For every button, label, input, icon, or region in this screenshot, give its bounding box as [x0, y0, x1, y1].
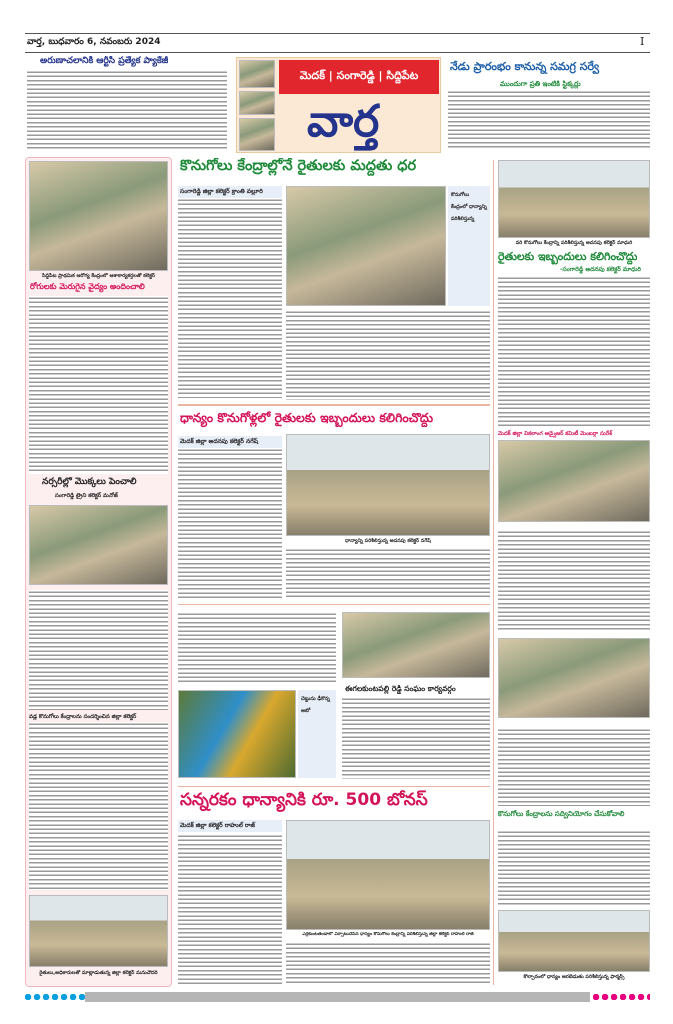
color-dots-left — [25, 994, 85, 1000]
masthead-photo-3 — [239, 118, 275, 151]
grain-photo — [286, 434, 490, 536]
survey-subhead: ముందుగా ప్రతి ఇంటికి స్టిక్కర్లు — [500, 80, 581, 88]
left-bottom-caption: రైతులు,అధికారులతో మాట్లాడుతున్న జిల్లా కలెక్టర్ మనుచౌదరి — [39, 970, 158, 976]
reception-body-text — [498, 728, 650, 806]
patients-caption: సిద్దిపేట ప్రాథమిక ఆరోగ్య కేంద్రంలో ఆశాకార్యకర్తలతో కలెక్టర్ — [41, 273, 156, 279]
msp-subhead: సంగారెడ్డి జిల్లా కలెక్టర్ క్రాంతి వల్లూరి — [178, 186, 282, 198]
purchase-caption: కొల్చారంలో ధాన్యం ఆరబెడుతు పరిశీలిస్తున్న ఫార్మర్స్ — [523, 974, 625, 980]
grain-body-text — [178, 448, 282, 598]
page-number: I — [640, 35, 645, 48]
color-dots-right — [593, 994, 650, 1000]
patients-headline: రోగులకు మెరుగైన వైద్యం అందించాలి — [30, 282, 145, 291]
msp-body-text-2 — [286, 310, 490, 400]
farmers-body-text — [498, 276, 650, 426]
farmers-caption: వరి కొనుగోలు కేంద్రాన్ని పరిశీలిస్తున్న అదనపు కలెక్టర్ మాధురి — [515, 240, 633, 246]
msp-body-text — [178, 198, 282, 398]
survey-body-text — [448, 90, 650, 150]
grain-subhead: మెదక్ జిల్లా అదనపు కలెక్టర్ నగేష్ — [178, 436, 282, 448]
nursery-photo — [29, 505, 168, 585]
accident-body-text — [178, 612, 336, 684]
bonus-body-text — [178, 834, 282, 984]
bonus-caption: ఎర్రకుంటతండాలో ఏర్పాటుచేసిన ధాన్యం కొనుగోలు కేంద్రాన్ని పరిశీలిస్తున్న జిల్లా కలెక్టర్ రాహుల్ రాజ్ — [302, 932, 474, 937]
survey-headline: నేడు ప్రారంభం కానున్న సమగ్ర సర్వే — [450, 60, 600, 73]
grain-body-text-2 — [286, 548, 490, 598]
dateline: వార్త, బుధవారం 6, నవంబరు 2024 — [27, 37, 161, 47]
accident-side-caption: చెట్టును ఢీకొన్న ఆటో — [298, 690, 336, 778]
grain-headline: ధాన్యం కొనుగోళ్లలో రైతులకు ఇబ్బందులు కలిగించొద్దు — [180, 410, 434, 425]
purchase-photo — [498, 910, 650, 972]
masthead-photo-1 — [239, 60, 275, 88]
rtc-headline: అరుణాచలానికి ఆర్టీసీ ప్రత్యేక ప్యాకేజీ — [40, 56, 169, 66]
committee-body-text — [498, 530, 650, 630]
nursery-body-text — [29, 590, 168, 710]
bonus-photo — [286, 820, 490, 930]
reddy-headline: ఈగలకుంటపల్లి రెడ్డి సంఘం కార్యవర్గం — [345, 684, 456, 693]
bonus-body-text-2 — [286, 942, 490, 984]
farmers-photo — [498, 160, 650, 238]
column-divider — [493, 160, 494, 985]
msp-headline: కొనుగోలు కేంద్రాల్లోనే రైతులకు మద్దతు ధర — [180, 158, 417, 174]
nursery-headline: నర్సరీల్లో మొక్కలు పెంచాలి — [42, 477, 137, 487]
masthead-photo-2 — [239, 91, 275, 115]
committee-headline: మెదక్ జిల్లా వికలాంగ అడ్వైజర్ కమిటీ మెంబర్గా సురేశ్ — [498, 431, 612, 437]
reddy-body-text — [342, 697, 490, 779]
farmers-subhead: -సంగారెడ్డి అదనపు కలెక్టర్ మాధురి — [560, 266, 641, 273]
bonus-subhead: మెదక్ జిల్లా కలెక్టర్ రాహుల్ రాజ్ — [178, 820, 282, 832]
print-registration-bar — [25, 992, 650, 1002]
patients-body-text — [29, 296, 168, 474]
divider — [178, 404, 490, 406]
msp-side-caption: కొనుగోలు కేంద్రంలో ధాన్యాన్ని పరిశీలిస్తున్న — [448, 186, 490, 306]
accident-photo — [178, 690, 296, 778]
visit-body-text — [29, 722, 168, 890]
rtc-body-text — [27, 70, 227, 150]
reception-photo — [498, 638, 650, 718]
reddy-photo — [342, 612, 490, 678]
patients-photo — [29, 161, 168, 271]
bonus-headline: సన్నరకం ధాన్యానికి రూ. 500 బోనస్ — [180, 790, 428, 810]
purchase-body-text — [498, 830, 650, 905]
left-bottom-photo — [29, 895, 168, 967]
masthead-logo: వార్త — [307, 96, 380, 147]
gray-bar — [85, 992, 590, 1002]
header-rule — [25, 52, 650, 53]
top-rule — [25, 33, 650, 34]
msp-photo — [286, 186, 446, 306]
nursery-subhead: సంగారెడ్డి ట్రైని కలెక్టర్ మనోజ్ — [55, 493, 118, 499]
grain-caption: ధాన్యాన్ని పరిశీలిస్తున్న అదనపు కలెక్టర్ నగేష్ — [345, 538, 431, 544]
masthead-editions: మెదక్ | సంగారెడ్డి | సిద్దిపేట — [279, 60, 439, 94]
farmers-headline: రైతులకు ఇబ్బందులు కలిగించొద్దు — [498, 250, 638, 263]
purchase-headline: కొనుగోలు కేంద్రాలను సద్వినియోగం చేసుకోవాలి — [498, 810, 625, 818]
divider — [178, 604, 490, 605]
masthead — [236, 57, 441, 153]
divider — [178, 786, 490, 787]
visit-headline: వడ్ల కొనుగోలు కేంద్రాలను సందర్శించిన జిల్లా కలెక్టర్ — [29, 714, 137, 720]
committee-photo — [498, 440, 650, 522]
